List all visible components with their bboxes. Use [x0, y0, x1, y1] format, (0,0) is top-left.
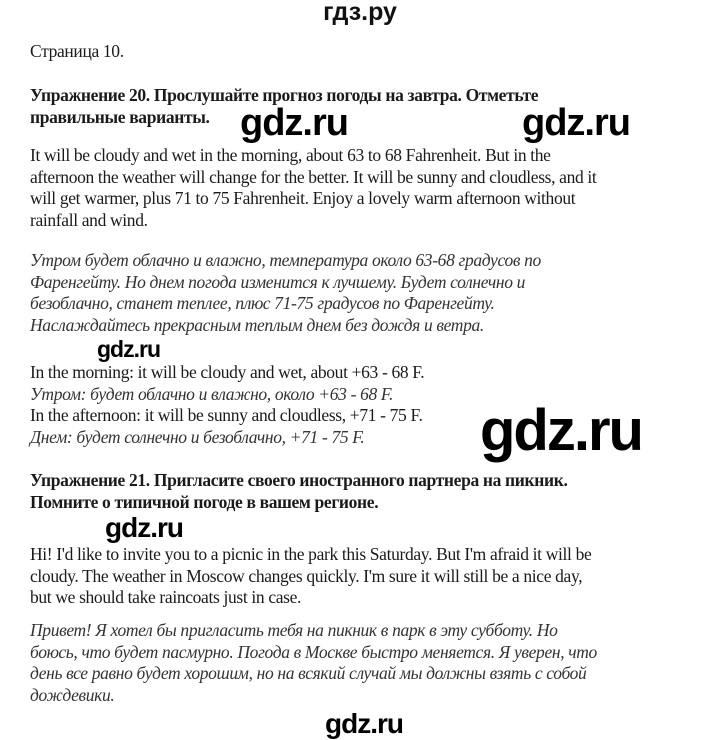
text-line: безоблачно, станет теплее, плюс 71-75 градусов по Фаренгейту. [30, 293, 495, 314]
text-line: afternoon the weather will change for the better. It will be sunny and cloudless, and it [30, 166, 597, 187]
title-line: Упражнение 20. Прослушайте прогноз погоды на завтра. Отметьте [30, 85, 539, 105]
text-line: Hi! I'd like to invite you to a picnic in the park this Saturday. But I'm afraid it will be [30, 544, 592, 564]
exercise-21-text-ru [30, 620, 597, 706]
exercise-20-answers [30, 362, 424, 448]
text-line: боюсь, что будет пасмурно. Погода в Москве быстро меняется. Я уверен, что [30, 641, 597, 662]
page-label: Страница 10. [30, 41, 124, 61]
title-line: Упражнение 21. Пригласите своего иностранного партнера на пикник. [30, 470, 568, 490]
exercise-20-text-en [30, 145, 596, 231]
text-line: день все равно будет хорошим, но на всякий случай мы должны взять с собой [30, 663, 587, 684]
watermark: gdz.ru [522, 102, 630, 144]
text-line: Фаренгейту. Но днем погода изменится к лучшему. Будет солнечно и [30, 271, 526, 292]
exercise-21-title [30, 470, 567, 513]
exercise-21-text-en [30, 544, 591, 609]
text-line: дождевики. [30, 684, 115, 705]
title-line: Помните о типичной погоде в вашем регионе. [30, 491, 379, 512]
title-line: правильные варианты. [30, 106, 210, 127]
text-line: cloudy. The weather in Moscow changes quickly. I'm sure it will still be a nice day, [30, 565, 583, 586]
text-line: Привет! Я хотел бы пригласить тебя на пикник в парк в эту субботу. Но [30, 620, 558, 640]
text-line: It will be cloudy and wet in the morning, about 63 to 68 Fahrenheit. But in the [30, 145, 551, 165]
answer-line: In the morning: it will be cloudy and wet, about +63 - 68 F. [30, 362, 425, 382]
text-line: Наслаждайтесь прекрасным теплым днем без дождя и ветра. [30, 314, 484, 335]
answer-line: Утром: будет облачно и влажно, около +63 - 68 F. [30, 383, 394, 404]
watermark: gdz.ru [240, 102, 348, 144]
watermark: gdz.ru [325, 708, 403, 739]
text-line: will get warmer, plus 71 to 75 Fahrenheit. Enjoy a lovely warm afternoon without [30, 188, 576, 209]
text-line: rainfall and wind. [30, 209, 148, 230]
text-line: Утром будет облачно и влажно, температура около 63-68 градусов по [30, 250, 541, 270]
watermark: gdz.ru [97, 336, 160, 362]
exercise-20-text-ru [30, 250, 541, 336]
text-line: but we should take raincoats just in case. [30, 587, 302, 608]
watermark: gdz.ru [480, 398, 642, 463]
watermark: gdz.ru [105, 512, 183, 543]
site-header-logo: гдз.ру [323, 0, 397, 26]
answer-line: Днем: будет солнечно и безоблачно, +71 - 75 F. [30, 426, 365, 447]
answer-line: In the afternoon: it will be sunny and cloudless, +71 - 75 F. [30, 405, 423, 426]
